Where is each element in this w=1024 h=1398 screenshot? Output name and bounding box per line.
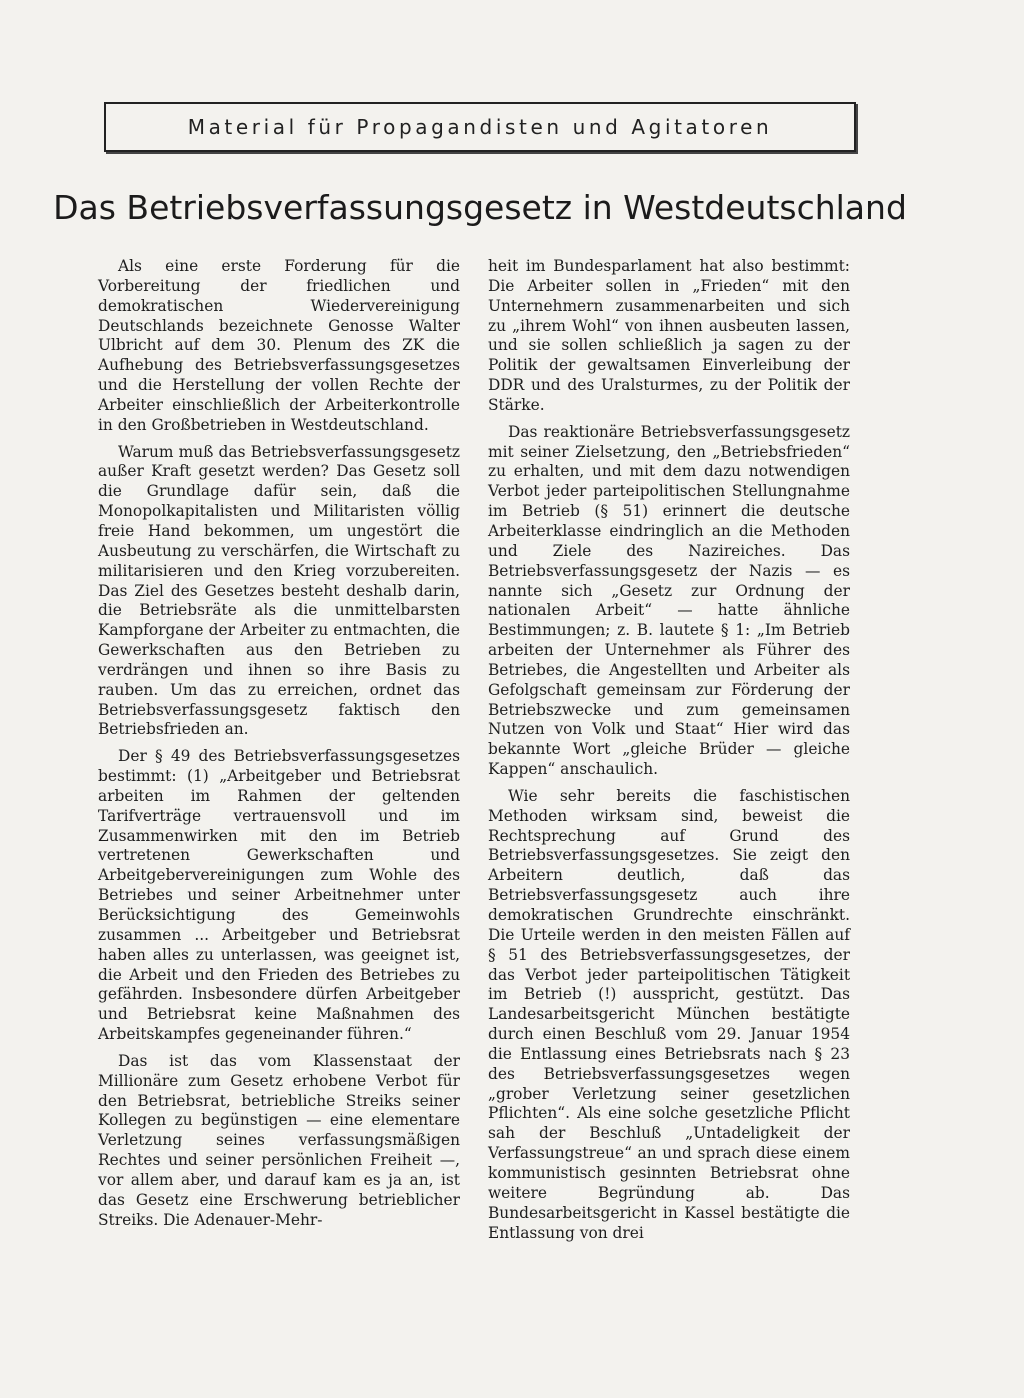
paragraph: Das reaktionäre Betriebsverfassungsgesetz mit seiner Zielsetzung, den „Betriebsfrieden“ zu erhalten, und mit dem dazu notwendigen Verbot jeder parteipolitischen Stellungnahme im Betrieb (§ 51) erinnert die deutsche Arbeiterklasse eindringlich an die Methoden und Ziele des Nazireiches. Das Betriebsverfassungsgesetz der Nazis — es nannte sich „Gesetz zur Ordnung der nationalen Arbeit“ — hatte ähnliche Bestimmungen; z. B. lautete § 1: „Im Betrieb arbeiten der Unternehmer als Führer des Betriebes, die Angestellten und Arbeiter als Gefolgschaft gemeinsam zur Förderung der Betriebszwecke und zum gemeinsamen Nutzen von Volk und Staat“ Hier wird das bekannte Wort „gleiche Brüder — gleiche Kappen“ anschaulich. <box>488 422 850 779</box>
paragraph: heit im Bundesparlament hat also bestimmt: Die Arbeiter sollen in „Frieden“ mit den Unternehmern zusammenarbeiten und sich zu „ihrem Wohl“ von ihnen ausbeuten lassen, und sie sollen schließlich ja sagen zu der Politik der gewaltsamen Einverleibung der DDR und des Uralsturmes, zu der Politik der Stärke. <box>488 257 850 414</box>
rubric-box <box>104 102 856 152</box>
paragraph: Das ist das vom Klassenstaat der Millionäre zum Gesetz erhobene Verbot für den Betriebsrat, betriebliche Streiks seiner Kollegen zu begünstigen — eine elementare Verletzung seines verfassungsmäßigen Rechtes und seiner persönlichen Freiheit —, vor allem aber, und darauf kam es ja an, ist das Gesetz eine Erschwerung betrieblicher Streiks. Die Adenauer-Mehr- <box>98 1051 460 1229</box>
right-column <box>488 257 850 1250</box>
left-column <box>98 257 460 1238</box>
rubric-text: Material für Propagandisten und Agitatoren <box>187 115 773 139</box>
paragraph: Der § 49 des Betriebsverfassungsgesetzes bestimmt: (1) „Arbeitgeber und Betriebsrat arbeiten im Rahmen der geltenden Tarifverträge vertrauensvoll und im Zusammenwirken mit den im Betrieb vertretenen Gewerkschaften und Arbeitgebervereinigungen zum Wohle des Betriebes und seiner Arbeitnehmer unter Berücksichtigung des Gemeinwohls zusammen ... Arbeitgeber und Betriebsrat haben alles zu unterlassen, was geeignet ist, die Arbeit und den Frieden des Betriebes zu gefährden. Insbesondere dürfen Arbeitgeber und Betriebsrat keine Maßnahmen des Arbeitskampfes gegeneinander führen.“ <box>98 747 460 1044</box>
article-title: Das Betriebsverfassungsgesetz in Westdeutschland <box>53 188 907 227</box>
paragraph: Wie sehr bereits die faschistischen Methoden wirksam sind, beweist die Rechtsprechung auf Grund des Betriebsverfassungsgesetzes. Sie zeigt den Arbeitern deutlich, daß das Betriebsverfassungsgesetz auch ihre demokratischen Grundrechte einschränkt. Die Urteile werden in den meisten Fällen auf § 51 des Betriebsverfassungsgesetzes, der das Verbot jeder parteipolitischen Tätigkeit im Betrieb (!) ausspricht, gestützt. Das Landesarbeitsgericht München bestätigte durch einen Beschluß vom 29. Januar 1954 die Entlassung eines Betriebsrats nach § 23 des Betriebsverfassungsgesetzes wegen „grober Verletzung seiner gesetzlichen Pflichten“. Als eine solche gesetzliche Pflicht sah der Beschluß „Untadeligkeit der Verfassungstreue“ an und sprach diese einem kommunistisch gesinnten Betriebsrat ohne weitere Begründung ab. Das Bundesarbeitsgericht in Kassel bestätigte die Entlassung von drei <box>488 786 850 1242</box>
paragraph: Als eine erste Forderung für die Vorbereitung der friedlichen und demokratischen Wiedervereinigung Deutschlands bezeichnete Genosse Walter Ulbricht auf dem 30. Plenum des ZK die Aufhebung des Betriebsverfassungsgesetzes und die Herstellung der vollen Rechte der Arbeiter einschließlich der Arbeiterkontrolle in den Großbetrieben in Westdeutschland. <box>98 257 460 434</box>
paragraph: Warum muß das Betriebsverfassungsgesetz außer Kraft gesetzt werden? Das Gesetz soll die Grundlage dafür sein, daß die Monopolkapitalisten und Militaristen völlig freie Hand bekommen, um ungestört die Ausbeutung zu verschärfen, die Wirtschaft zu militarisieren und den Krieg vorzubereiten. Das Ziel des Gesetzes besteht deshalb darin, die Betriebsräte als die unmittelbarsten Kampforgane der Arbeiter zu entmachten, die Gewerkschaften aus den Betrieben zu verdrängen und ihnen so ihre Basis zu rauben. Um das zu erreichen, ordnet das Betriebsverfassungsgesetz faktisch den Betriebsfrieden an. <box>98 442 460 739</box>
